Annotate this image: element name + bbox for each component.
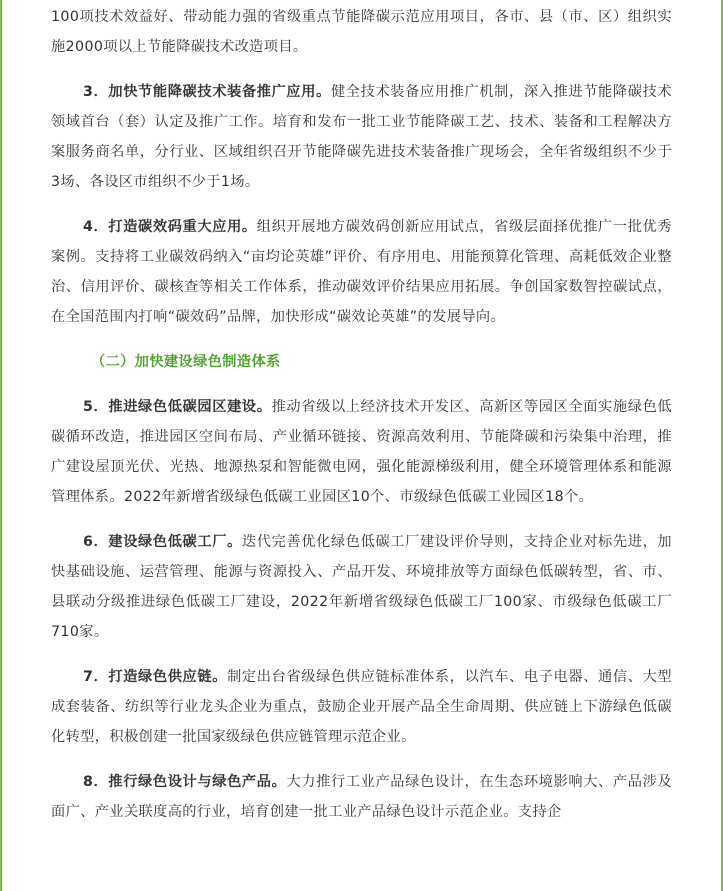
paragraph-text: 100项技术效益好、带动能力强的省级重点节能降碳示范应用项目，各市、县（市、区）组织实施2000项以上节能降碳技术改造项目。 <box>51 9 672 55</box>
paragraph-text: 大力推行工业产品绿色设计，在生态环境影响大、产品涉及面广、产业关联度高的行业，培育创建一批工业产品绿色设计示范企业。支持企 <box>51 774 672 820</box>
item-heading: 4．打造碳效码重大应用。 <box>83 219 257 235</box>
item-heading: 6．建设绿色低碳工厂。 <box>83 534 242 550</box>
paragraph-item-5 <box>51 392 672 512</box>
paragraph-text: 制定出台省级绿色供应链标准体系，以汽车、电子电器、通信、大型成套装备、纺织等行业龙头企业为重点，鼓励企业开展产品全生命周期、供应链上下游绿色低碳化转型，积极创建一批国家级绿色供应链管理示范企业。 <box>51 669 672 745</box>
item-heading: 5．推进绿色低碳园区建设。 <box>83 399 272 415</box>
item-heading: 3．加快节能降碳技术装备推广应用。 <box>83 84 331 100</box>
paragraph-text: 推动省级以上经济技术开发区、高新区等园区全面实施绿色低碳循环改造，推进园区空间布局、产业循环链接、资源高效利用、节能降碳和污染集中治理，推广建设屋顶光伏、光热、地源热泵和智能微电网，强化能源梯级利用，健全环境管理体系和能源管理体系。2022年新增省级绿色低碳工业园区10个、市级绿色低碳工业园区18个。 <box>51 399 672 505</box>
paragraph-text: 组织开展地方碳效码创新应用试点，省级层面择优推广一批优秀案例。支持将工业碳效码纳入“亩均论英雄”评价、有序用电、用能预算化管理、高耗低效企业整治、信用评价、碳核查等相关工作体系，推动碳效评价结果应用拓展。争创国家数智控碳试点，在全国范围内打响“碳效码”品牌，加快形成“碳效论英雄”的发展导向。 <box>51 219 672 325</box>
paragraph-text: 健全技术装备应用推广机制，深入推进节能降碳技术领域首台（套）认定及推广工作。培育和发布一批工业节能降碳工艺、技术、装备和工程解决方案服务商名单，分行业、区域组织召开节能降碳先进技术装备推广现场会，全年省级组织不少于3场、各设区市组织不少于1场。 <box>51 84 672 190</box>
article-body <box>51 0 672 827</box>
paragraph-text: 迭代完善优化绿色低碳工厂建设评价导则，支持企业对标先进，加快基础设施、运营管理、能源与资源投入、产品开发、环境排放等方面绿色低碳转型，省、市、县联动分级推进绿色低碳工厂建设，2022年新增省级绿色低碳工厂100家、市级绿色低碳工厂710家。 <box>51 534 672 640</box>
item-heading: 8．推行绿色设计与绿色产品。 <box>83 774 287 790</box>
item-heading: 7．打造绿色供应链。 <box>83 669 228 685</box>
paragraph-item-4 <box>51 212 672 332</box>
paragraph-continued <box>51 0 672 62</box>
paragraph-item-6 <box>51 527 672 647</box>
paragraph-item-7 <box>51 662 672 752</box>
paragraph-item-3 <box>51 77 672 197</box>
paragraph-item-8 <box>51 767 672 827</box>
section-heading: （二）加快建设绿色制造体系 <box>91 354 281 370</box>
